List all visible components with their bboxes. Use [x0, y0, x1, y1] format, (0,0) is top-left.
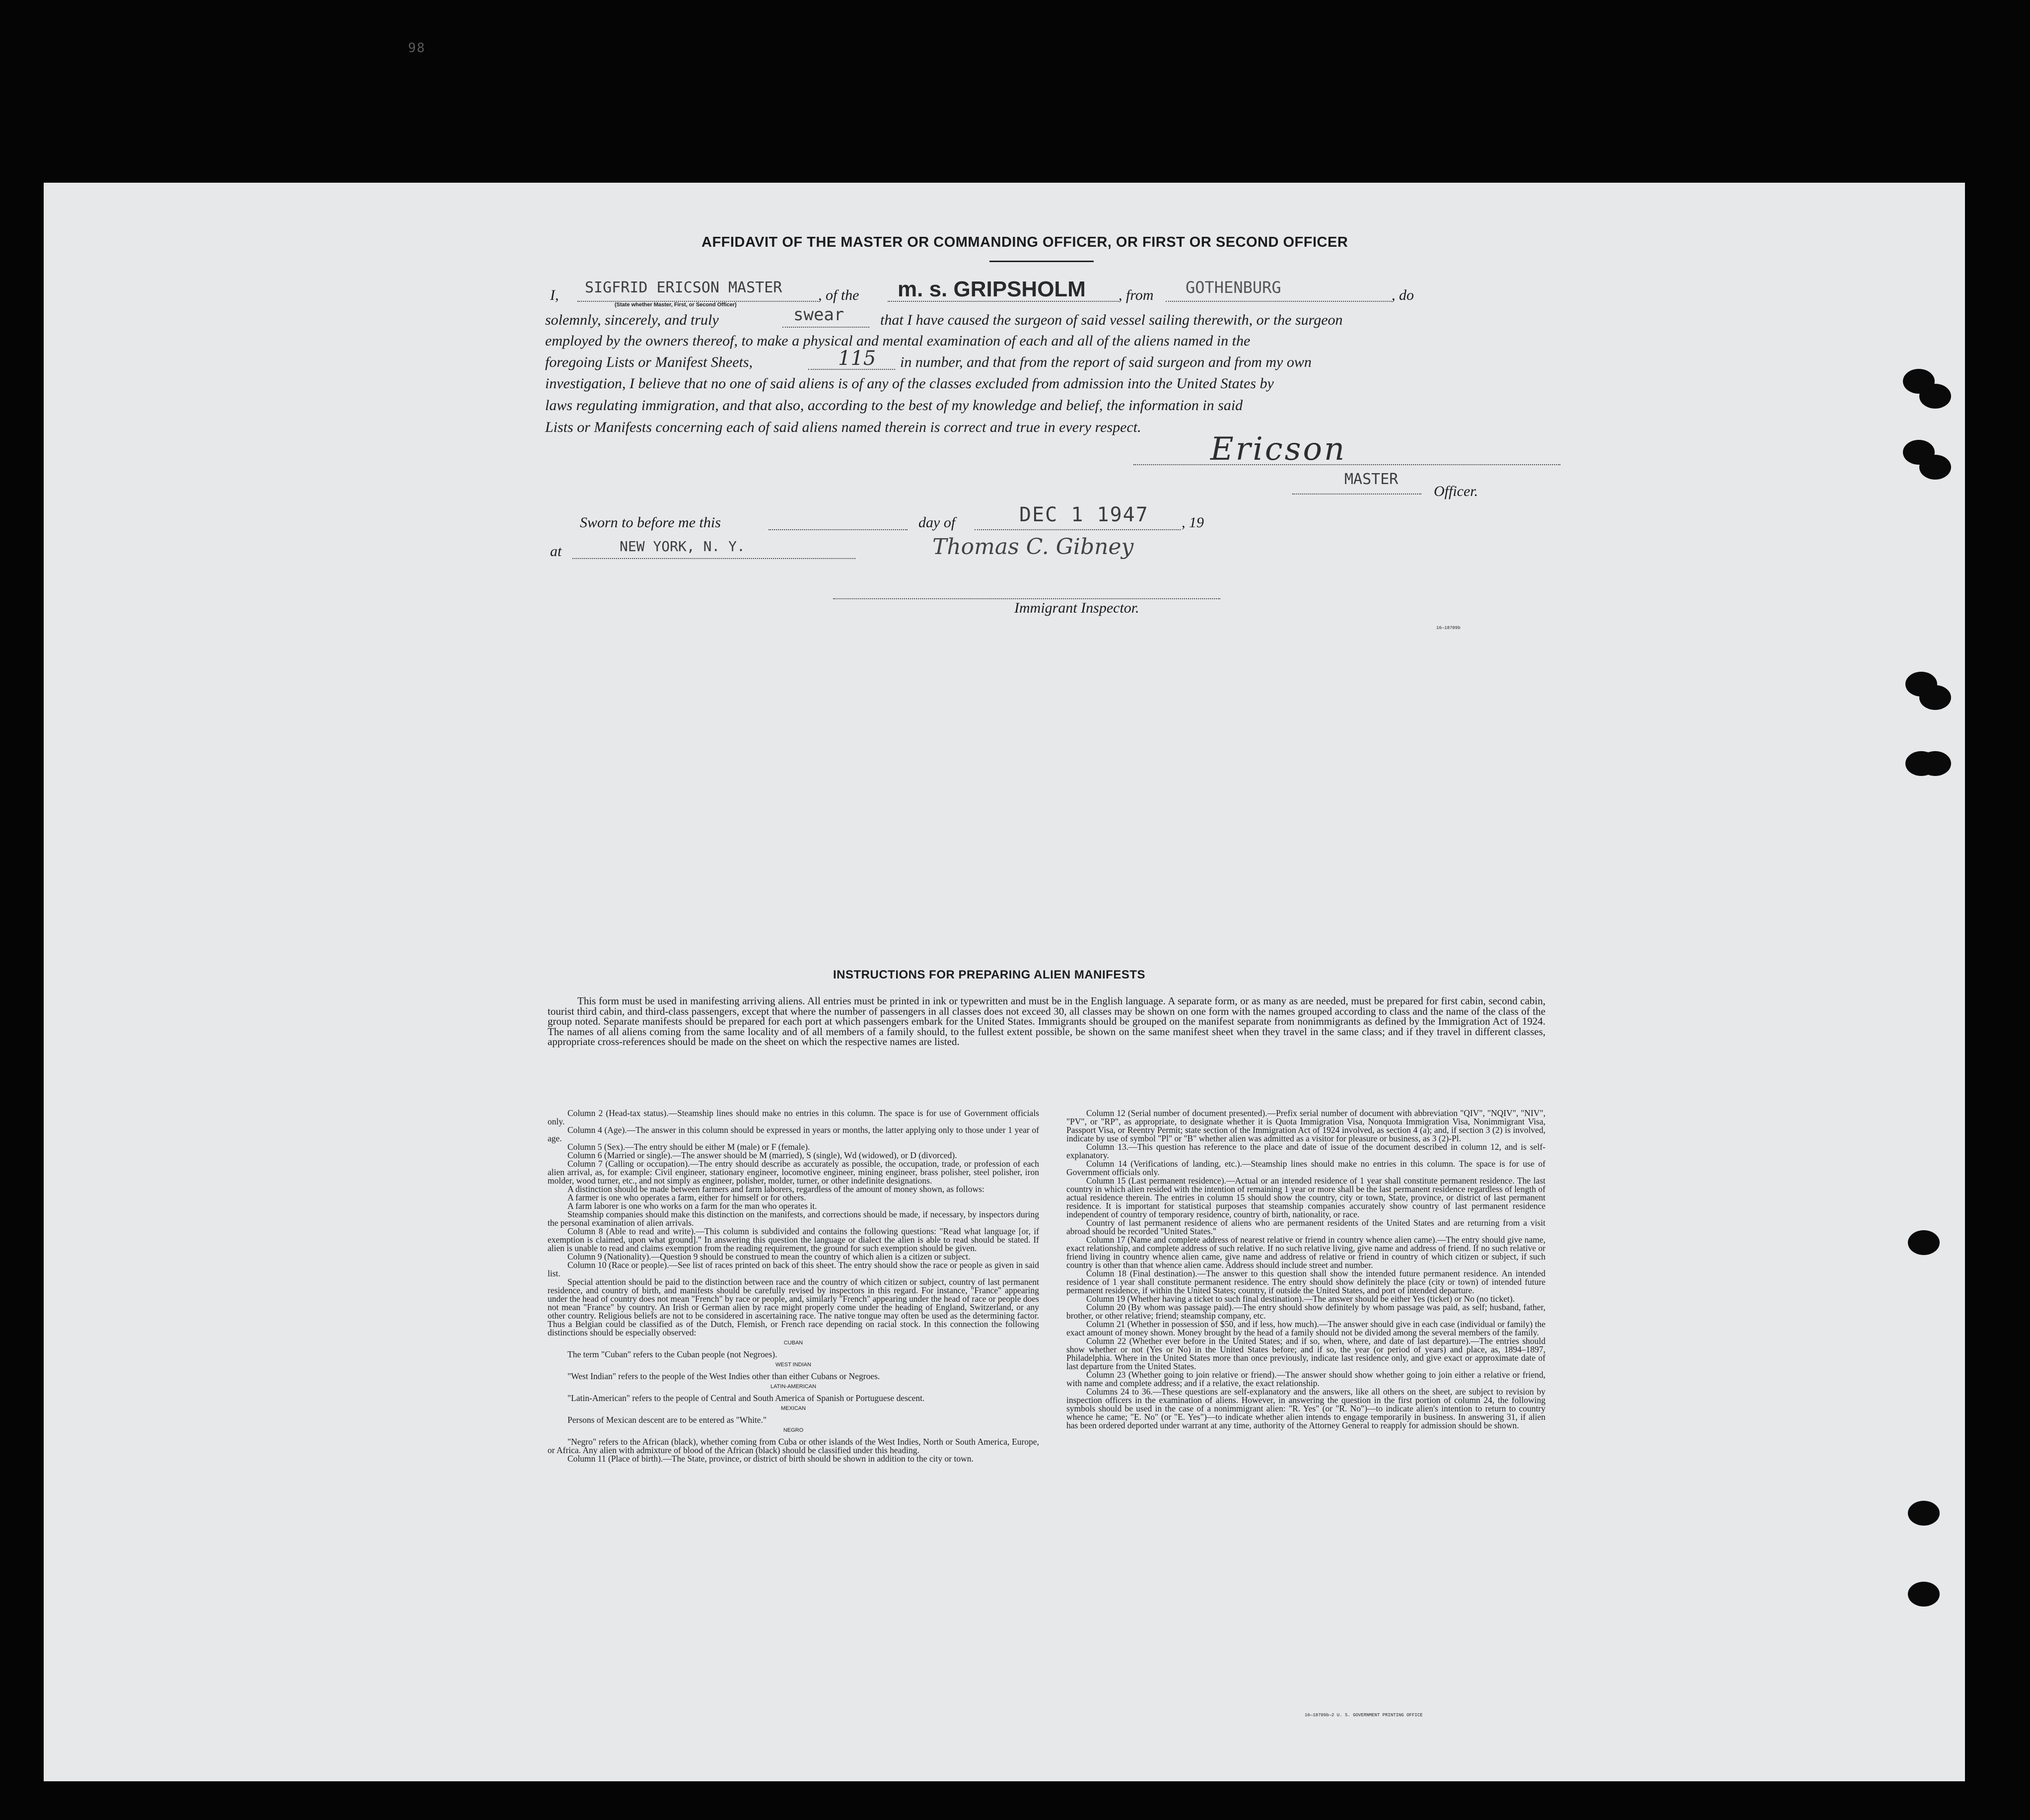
scanner-frame-mark: 98	[408, 41, 426, 56]
sworn-line	[580, 503, 1275, 535]
do-label: , do	[1392, 287, 1414, 303]
heading-latin-american: LATIN-AMERICAN	[770, 1384, 817, 1390]
negro-text: "Negro" refers to the African (black), whether coming from Cuba or other islands of the West Indies, North or South America, Europe, or Africa. Any alien with admixture of blood of the African (black) should be classified under this heading.	[548, 1437, 1039, 1455]
master-signature: Ericson	[1210, 431, 1347, 468]
right-paragraph: Column 19 (Whether having a ticket to such final destination).—The answer should be either Yes (ticket) or No (no ticket).	[1086, 1294, 1515, 1304]
mexican-text: Persons of Mexican descent are to be entered as "White."	[567, 1415, 767, 1425]
affidavit-line-7: Lists or Manifests concerning each of said aliens named therein is correct and true in every respect.	[545, 419, 1141, 435]
affidavit-line-3: employed by the owners thereof, to make a physical and mental examination of each and all of the aliens named in the	[545, 333, 1251, 349]
left-paragraph: Column 8 (Able to read and write).—This column is subdivided and contains the following questions: "Read what language [or, if exemption is claimed, upon what ground]." In answering this question the language or dialect the alien is able to read should be stated. If alien is unable to read and claims exemption from the reading requirement, the ground for such exemption should be given.	[548, 1226, 1039, 1253]
title-underline	[989, 261, 1094, 262]
date-stamp: DEC 1 1947	[1019, 503, 1149, 526]
punch-hole-icon	[1919, 455, 1951, 480]
left-paragraph: A farm laborer is one who works on a farm for the man who operates it.	[567, 1201, 817, 1211]
intro-text: This form must be used in manifesting arriving aliens. All entries must be printed in ink or typewritten and must be in the English language. A separate form, or as many as are needed, must be prepared for first cabin, second cabin, tourist third cabin, and third-class passengers, except that where the number of passengers in all classes does not exceed 30, all classes may be shown on one form with the names grouped according to class and the name of the class of the group noted. Separate manifests should be prepared for each port at which passengers embark for the United States. Immigrants should be grouped on the manifest separate from nonimmigrants as defined by the Immigration Act of 1924. The names of all aliens coming from the same locality and of all members of a family should, to the fullest extent possible, be shown on the same manifest sheet when they travel in the same class; and if they travel in different classes, appropriate cross-references should be made on the sheet on which the respective names are listed.	[548, 995, 1545, 1048]
inspector-signature-line	[833, 597, 1220, 599]
manifest-page	[44, 183, 1965, 1781]
heading-west-indian: WEST INDIAN	[775, 1362, 811, 1368]
at-line	[550, 539, 898, 561]
signature-line	[1133, 463, 1560, 465]
right-paragraph: Country of last permanent residence of aliens who are permanent residents of the United States and are returning from a visit abroad should be recorded "United States."	[1066, 1218, 1545, 1236]
inspector-label: Immigrant Inspector.	[1014, 600, 1139, 616]
line4-post: in number, and that from the report of said surgeon and from my own	[900, 354, 1312, 370]
left-paragraph: Column 9 (Nationality).—Question 9 should be construed to mean the country of which alien is a citizen or subject.	[567, 1252, 971, 1261]
instructions-right-column	[1066, 1109, 1545, 1430]
affidavit-line-5: investigation, I believe that no one of said aliens is of any of the classes excluded from admission into the United States by	[545, 375, 1274, 392]
left-paragraph: Column 6 (Married or single).—The answer should be M (married), S (single), Wd (widowed), or D (divorced).	[567, 1150, 957, 1160]
at-label: at	[550, 543, 562, 560]
sworn-place: NEW YORK, N. Y.	[620, 538, 745, 555]
year-prefix: , 19	[1182, 514, 1204, 531]
punch-hole-icon	[1908, 1501, 1940, 1526]
affidavit-line-4	[545, 349, 1548, 371]
right-paragraph: Column 23 (Whether going to join relative or friend).—The answer should show whether going to join either a relative or friend, with name and complete address; and if a relative, the exact relationship.	[1066, 1370, 1545, 1388]
instructions-title: INSTRUCTIONS FOR PREPARING ALIEN MANIFESTS	[833, 968, 1146, 981]
line2-post: that I have caused the surgeon of said vessel sailing therewith, or the surgeon	[880, 312, 1343, 328]
heading-cuban: CUBAN	[783, 1340, 803, 1346]
col11-text: Column 11 (Place of birth).—The State, province, or district of birth should be shown in addition to the city or town.	[567, 1454, 974, 1464]
heading-mexican: MEXICAN	[780, 1405, 806, 1411]
right-paragraph: Column 18 (Final destination).—The answer to this question shall show the intended future permanent residence. An intended residence of 1 year shall constitute permanent residence. The entry should show definitely the place (city or town) of intended future permanent residence, if within the United States; country, if outside the United States, and port of intended departure.	[1066, 1268, 1545, 1295]
affidavit-title: AFFIDAVIT OF THE MASTER OR COMMANDING OFFICER, OR FIRST OR SECOND OFFICER	[701, 234, 1348, 250]
right-paragraph: Column 12 (Serial number of document presented).—Prefix serial number of document with abbreviation "QIV", "NQIV", "NIV", "PV", or "RP", as appropriate, to designate whether it is Quota Immigration Visa, Nonquota Immigration Visa, Nonimmigrant Visa, Passport Visa, or Reentry Permit; state section of the Immigration Act of 1924 involved, as section 4 (a); and, if section 3 (2) is involved, indicate by use of symbol "Pl" or "B" whether alien was admitted as a visitor for pleasure or business, as 3 (2)-Pl.	[1066, 1108, 1545, 1143]
left-paragraph: Column 10 (Race or people).—See list of races printed on back of this sheet. The entry should show the race or people as given in said list.	[548, 1260, 1039, 1278]
day-of-label: day of	[918, 514, 956, 531]
left-paragraph: Column 5 (Sex).—The entry should be either M (male) or F (female).	[567, 1142, 810, 1152]
inspector-signature: Thomas C. Gibney	[932, 534, 1134, 560]
line2-pre: solemnly, sincerely, and truly	[545, 312, 719, 328]
punch-hole-icon	[1919, 685, 1951, 710]
left-paragraph: Special attention should be paid to the distinction between race and the country of which citizen or subject, country of last permanent residence, and country of birth, and manifests should be carefully revised by inspectors in this regard. For instance, "France" appearing under the head of country does not mean "French" by race or people, and, similarly "French" appearing under the head of race or people does not mean "France" by country. An Irish or German alien by race might properly come under the heading of England, Switzerland, or any other country. Religious beliefs are not to be considered in ascertaining race. The native tongue may often be used as the determining factor. Thus a Belgian could be classified as of the Dutch, Flemish, or French race depending on racial stock. In this connection the following distinctions should be especially observed:	[548, 1277, 1039, 1337]
heading-negro: NEGRO	[783, 1427, 804, 1433]
right-paragraph: Column 13.—This question has reference to the place and date of issue of the document described in column 12, and is self-explanatory.	[1066, 1142, 1545, 1160]
left-paragraph: A farmer is one who operates a farm, either for himself or for others.	[567, 1192, 806, 1202]
left-paragraph: A distinction should be made between farmers and farm laborers, regardless of the amount of money shown, as follows:	[567, 1184, 984, 1194]
officer-label: Officer.	[1434, 483, 1478, 499]
affidavit-line-2	[545, 307, 1548, 329]
form-number: 16—18709b	[1436, 626, 1461, 630]
sheet-count: 115	[838, 347, 876, 370]
right-paragraph: Column 20 (By whom was passage paid).—The entry should show definitely by whom passage was paid, as self; husband, father, brother, or other relative; friend; steamship company, etc.	[1066, 1302, 1545, 1321]
vessel-name: m. s. GRIPSHOLM	[898, 277, 1086, 301]
officer-rank: MASTER	[1344, 471, 1399, 488]
of-the-label: , of the	[818, 287, 859, 303]
officer-name: SIGFRID ERICSON MASTER	[585, 279, 782, 296]
right-paragraph: Columns 24 to 36.—These questions are self-explanatory and the answers, like all others on the sheet, are subject to revision by inspection officers in the examination of aliens. However, in answering the question in the first portion of column 24, the following symbols should be used in the case of a nonimmigrant alien: "R. Yes" (or "R. No")—to indicate alien's intention to return to country whence he came; "E. No" (or "E. Yes")—to indicate whether alien intends to engage temporarily in business. In answering 31, if alien has been ordered deported under warrant at any time, authority of the Attorney General to reapply for admission should be shown.	[1066, 1387, 1545, 1430]
sworn-label: Sworn to before me this	[580, 514, 721, 531]
departure-port: GOTHENBURG	[1186, 278, 1281, 297]
punch-hole-icon	[1919, 751, 1951, 776]
left-paragraph: Column 7 (Calling or occupation).—The entry should describe as accurately as possible, the occupation, trade, or profession of each alien arrival, as, for example: Civil engineer, stationary engineer, locomotive engineer, mining engineer, brass polisher, steel polisher, iron molder, wood turner, etc., and not simply as engineer, polisher, molder, turner, or other indefinite designations.	[548, 1159, 1039, 1186]
i-label: I,	[550, 287, 559, 303]
printing-office-footer: 16—18709b—2 U. S. GOVERNMENT PRINTING OFFICE	[1305, 1713, 1423, 1718]
right-paragraph: Column 17 (Name and complete address of nearest relative or friend in country whence alien came).—The entry should give name, exact relationship, and complete address of such relative. If no such relative living, give name and address of friend. If no such relative or friend living in country whence alien came, give name and address of relative or friend in country of which citizen or subject, if such country is other than that whence alien came. Address should include street and number.	[1066, 1235, 1545, 1270]
right-paragraph: Column 22 (Whether ever before in the United States; and if so, when, where, and date of last departure).—The entries should show whether or not (Yes or No) in the United States before; and if so, the year (or period of years) and place, as, 1894–1897, Philadelphia. Where in the United States more than once previously, indicate last residence only, and give exact or approximate date of last departure from the United States.	[1066, 1336, 1545, 1371]
left-paragraph: Column 4 (Age).—The answer in this column should be expressed in years or months, the latter applying only to those under 1 year of age.	[548, 1125, 1039, 1143]
affidavit-line-6: laws regulating immigration, and that also, according to the best of my knowledge and belief, the information in said	[545, 397, 1243, 414]
instructions-left-column	[548, 1109, 1039, 1463]
right-paragraph: Column 14 (Verifications of landing, etc.).—Steamship lines should make no entries in this column. The space is for use of Government officials only.	[1066, 1159, 1545, 1177]
right-paragraph: Column 21 (Whether in possession of $50, and if less, how much).—The answer should give in each case (individual or family) the exact amount of money shown. Money brought by the head of a family should not be divided among the several members of the family.	[1066, 1319, 1545, 1337]
instructions-intro	[548, 996, 1545, 1047]
left-paragraph: Steamship companies should make this distinction on the manifests, and corrections should be made, if necessary, by inspectors during the personal examination of alien arrivals.	[548, 1209, 1039, 1228]
officer-hint: (State whether Master, First, or Second Officer)	[615, 302, 737, 308]
cuban-text: The term "Cuban" refers to the Cuban people (not Negroes).	[567, 1349, 777, 1359]
from-label: , from	[1119, 287, 1154, 303]
affidavit-line-1	[550, 277, 1543, 304]
punch-hole-icon	[1908, 1582, 1940, 1607]
latin-american-text: "Latin-American" refers to the people of Central and South America of Spanish or Portuguese descent.	[567, 1393, 925, 1403]
right-paragraph: Column 15 (Last permanent residence).—Actual or an intended residence of 1 year shall constitute permanent residence. The last country in which alien resided with the intention of remaining 1 year or more shall be the last permanent residence regardless of length of actual residence therein. The entries in column 15 should show the country, city or town, State, province, or district of last permanent residence. It is important for statistical purposes that steamship companies accurately show country of last permanent residence independent of country of temporary residence, country of birth, nationality, or race.	[1066, 1176, 1545, 1219]
left-paragraph: Column 2 (Head-tax status).—Steamship lines should make no entries in this column. The space is for use of Government officials only.	[548, 1108, 1039, 1126]
west-indian-text: "West Indian" refers to the people of the West Indies other than either Cubans or Negroes.	[567, 1371, 880, 1381]
punch-hole-icon	[1919, 384, 1951, 409]
punch-hole-icon	[1908, 1230, 1940, 1255]
line4-pre: foregoing Lists or Manifest Sheets,	[545, 354, 753, 370]
sworn-day-field	[769, 512, 908, 530]
oath-word: swear	[793, 305, 844, 325]
